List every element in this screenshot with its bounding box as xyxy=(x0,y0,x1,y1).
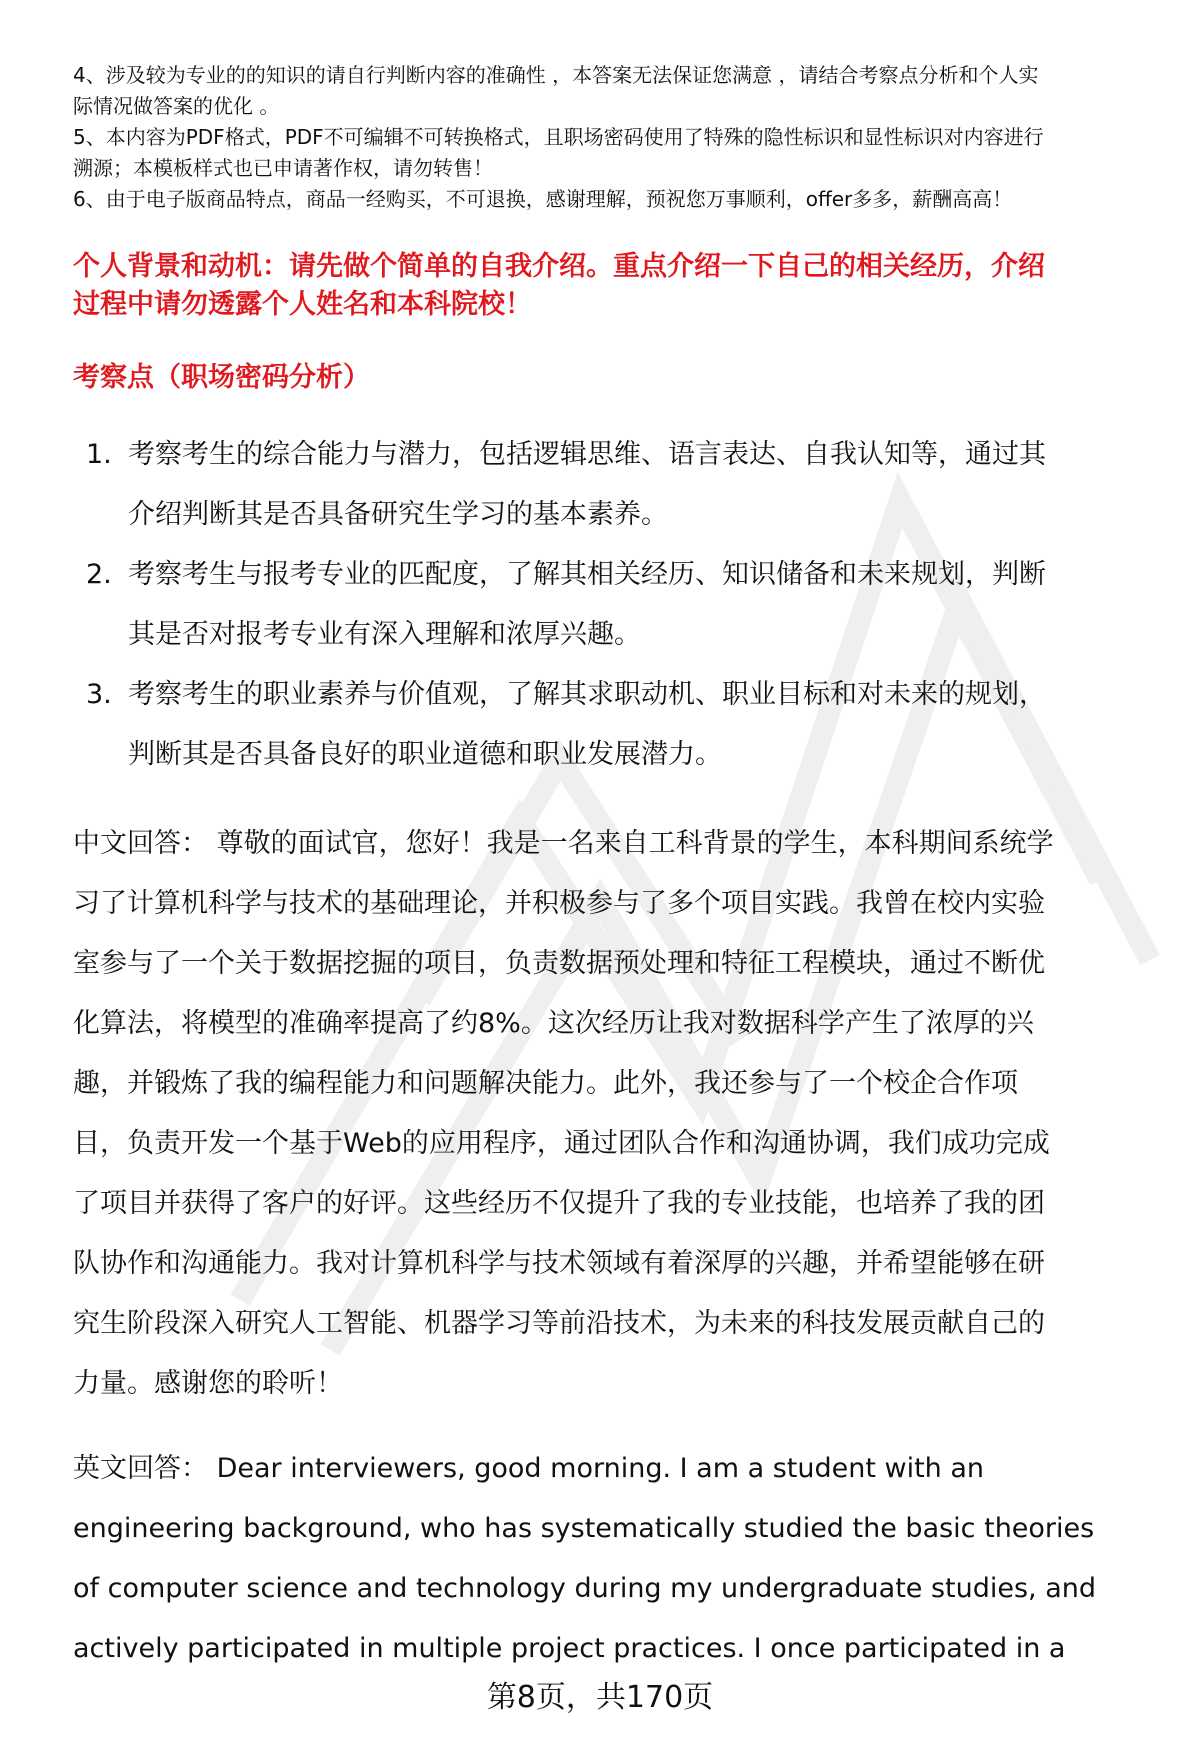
answer-line: 习了计算机科学与技术的基础理论，并积极参与了多个项目实践。我曾在校内实验 xyxy=(73,888,1045,919)
list-item-line: 考察考生的职业素养与价值观，了解其求职动机、职业目标和对未来的规划， xyxy=(128,679,1046,710)
note-line: 5、本内容为PDF格式，PDF不可编辑不可转换格式，且职场密码使用了特殊的隐性标识和显性标识对内容进行 xyxy=(73,125,1044,149)
answer-line: 中文回答： 尊敬的面试官，您好！我是一名来自工科背景的学生，本科期间系统学 xyxy=(73,828,1054,859)
answer-line: engineering background, who has systematically studied the basic theories xyxy=(73,1513,1095,1544)
answer-line: 英文回答： Dear interviewers, good morning. I am a student with an xyxy=(73,1453,985,1484)
note-line: 溯源；本模板样式也已申请著作权，请勿转售！ xyxy=(73,156,493,180)
list-item-number: 1. xyxy=(86,439,112,470)
list-item-line: 其是否对报考专业有深入理解和浓厚兴趣。 xyxy=(128,619,641,650)
list-item-number: 2. xyxy=(86,559,112,590)
question-line: 个人背景和动机：请先做个简单的自我介绍。重点介绍一下自己的相关经历，介绍 xyxy=(73,251,1045,282)
answer-line: 化算法，将模型的准确率提高了约8%。这次经历让我对数据科学产生了浓厚的兴 xyxy=(73,1008,1034,1039)
answer-line: 力量。感谢您的聆听！ xyxy=(73,1368,343,1399)
answer-line: 趣，并锻炼了我的编程能力和问题解决能力。此外，我还参与了一个校企合作项 xyxy=(73,1068,1018,1099)
list-item-line: 考察考生与报考专业的匹配度，了解其相关经历、知识储备和未来规划，判断 xyxy=(128,559,1046,590)
answer-line: of computer science and technology during my undergraduate studies, and xyxy=(73,1573,1097,1604)
note-line: 6、由于电子版商品特点，商品一经购买，不可退换，感谢理解，预祝您万事顺利，offer多多，薪酬高高！ xyxy=(73,187,1013,211)
question-line: 过程中请勿透露个人姓名和本科院校！ xyxy=(73,289,532,320)
note-line: 4、涉及较为专业的的知识的请自行判断内容的准确性 ，本答案无法保证您满意 ，请结合考察点分析和个人实 xyxy=(73,63,1039,87)
note-line: 际情况做答案的优化 。 xyxy=(73,94,280,118)
answer-line: 目，负责开发一个基于Web的应用程序，通过团队合作和沟通协调，我们成功完成 xyxy=(73,1128,1050,1159)
list-item-line: 考察考生的综合能力与潜力，包括逻辑思维、语言表达、自我认知等，通过其 xyxy=(128,439,1046,470)
answer-line: 队协作和沟通能力。我对计算机科学与技术领域有着深厚的兴趣，并希望能够在研 xyxy=(73,1248,1045,1279)
list-item-line: 介绍判断其是否具备研究生学习的基本素养。 xyxy=(128,499,668,530)
answer-line: 究生阶段深入研究人工智能、机器学习等前沿技术，为未来的科技发展贡献自己的 xyxy=(73,1308,1045,1339)
list-item-number: 3. xyxy=(86,679,112,710)
page-footer: 第8页，共170页 xyxy=(486,1680,714,1715)
answer-line: actively participated in multiple project practices. I once participated in a xyxy=(73,1633,1066,1664)
list-item-line: 判断其是否具备良好的职业道德和职业发展潜力。 xyxy=(128,739,722,770)
answer-line: 室参与了一个关于数据挖掘的项目，负责数据预处理和特征工程模块，通过不断优 xyxy=(73,948,1045,979)
analysis-title: 考察点（职场密码分析） xyxy=(73,362,370,393)
answer-line: 了项目并获得了客户的好评。这些经历不仅提升了我的专业技能，也培养了我的团 xyxy=(73,1188,1045,1219)
